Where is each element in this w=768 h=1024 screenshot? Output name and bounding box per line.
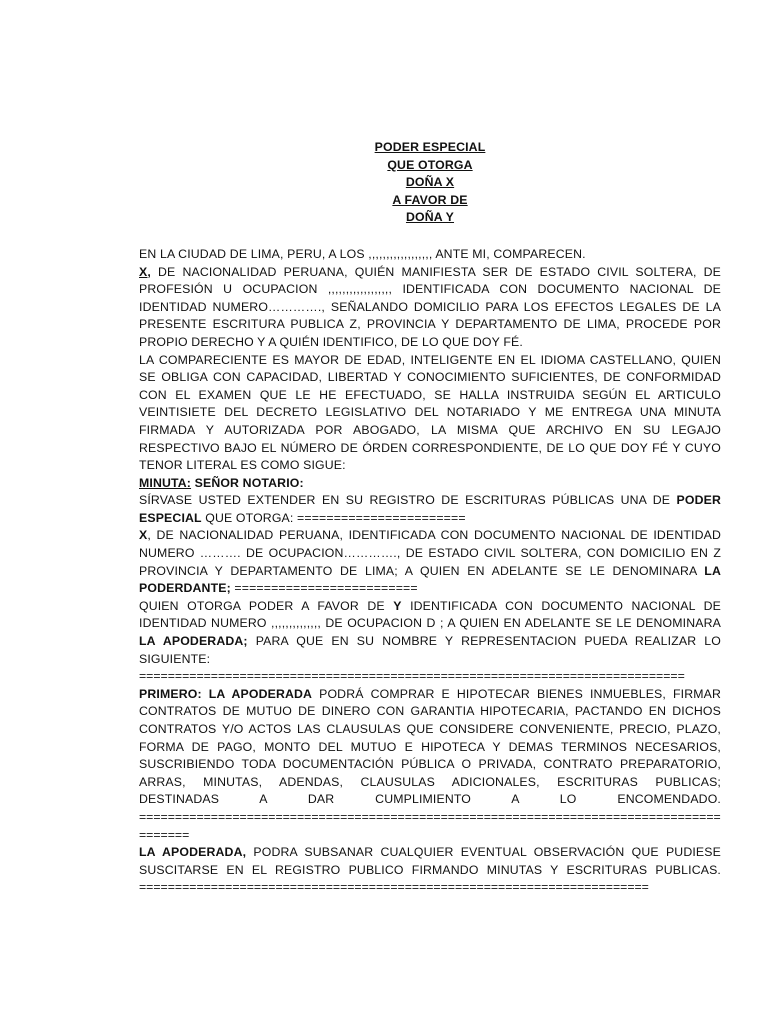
title-line-5: DOÑA Y — [405, 210, 455, 225]
paragraph-apoderada — [139, 598, 721, 668]
paragraph-primero — [139, 686, 721, 809]
separator-line: ============================================================================ — [139, 669, 685, 684]
bold-la-apoderada: LA APODERADA; — [139, 634, 248, 649]
paragraph-capacidad: LA COMPARECIENTE ES MAYOR DE EDAD, INTELIGENTE EN EL IDIOMA CASTELLANO, QUIEN SE OBLIGA CON CAPACIDAD, LIBERTAD Y CONOCIMIENTO SUFICIENTES, DE CONFORMIDAD CON EL EXAMEN QUE LE HE EFECTUADO, SE HALLA INSTRUIDA SEGÚN EL ARTICULO VEINTISIETE DEL DECRETO LEGISLATIVO DEL NOTARIADO Y ME ENTREGA UNA MINUTA FIRMADA Y AUTORIZADA POR ABOGADO, LA MISMA QUE ARCHIVO EN SU LEGAJO RESPECTIVO BAJO EL NÚMERO DE ÓRDEN CORRESPONDIENTE, DE LO QUE DOY FÉ Y CUYO TENOR LITERAL ES COMO SIGUE: — [139, 352, 721, 473]
party-name-x: X, — [139, 264, 151, 279]
paragraph-text: PODRÁ COMPRAR E HIPOTECAR BIENES INMUEBLES, FIRMAR CONTRATOS DE MUTUO DE DINERO CON GARANTIA HIPOTECARIA, PACTANDO EN DICHOS CONTRATOS Y/O ACTOS LAS CLAUSULAS QUE CONSIDERE CONVENIENTE, PRECIO, PLAZO, FORMA DE PAGO, MONTO DEL MUTUO E HIPOTECA Y DEMAS TERMINOS NECESARIOS, SUSCRIBIENDO TODA DOCUMENTACIÓN PÚBLICA O PRIVADA, CONTRATO PREPARATORIO, ARRAS, MINUTAS, ADENDAS, CLAUSULAS ADICIONALES, ESCRITURAS PUBLICAS; DESTINADAS A DAR CUMPLIMIENTO A LO ENCOMENDADO. — [139, 686, 722, 807]
separator-line: ======================================================================================== — [139, 809, 721, 842]
minuta-heading — [139, 475, 721, 493]
party-name-x: X — [139, 528, 148, 543]
paragraph-compareciente — [139, 264, 721, 352]
bold-poder-especial: PODER ESPECIAL — [139, 493, 721, 525]
paragraph-text: DE NACIONALIDAD PERUANA, QUIÉN MANIFIESTA SER DE ESTADO CIVIL SOLTERA, DE PROFESIÓN U OCUPACION ,,,,,,,,,,,,,,,,,, IDENTIFICADA CON DOCUMENTO NACIONAL DE IDENTIDAD NUMERO…………., SEÑALANDO DOMICILIO PARA LOS EFECTOS LEGALES DE LA PRESENTE ESCRITURA PUBLICA Z, PROVINCIA Y DEPARTAMENTO DE LIMA, PROCEDE POR PROPIO DERECHO Y A QUIÉN IDENTIFICO, DE LO QUE DOY FÉ. — [139, 264, 721, 349]
paragraph-text: SÍRVASE USTED EXTENDER EN SU REGISTRO DE ESCRITURAS PÚBLICAS UNA DE — [139, 493, 677, 508]
paragraph-text: PARA QUE EN SU NOMBRE Y REPRESENTACION PUEDA REALIZAR LO SIGUIENTE: — [139, 634, 721, 666]
minuta-text: SEÑOR NOTARIO: — [191, 475, 304, 490]
minuta-label: MINUTA: — [139, 475, 192, 490]
party-name-y: Y — [393, 598, 402, 613]
paragraph-text: PODRA SUBSANAR CUALQUIER EVENTUAL OBSERVACIÓN QUE PUDIESE SUSCITARSE EN EL REGISTRO PUBLICO FIRMANDO MINUTAS Y ESCRITURAS PUBLICAS. — [139, 845, 721, 877]
paragraph-intro: EN LA CIUDAD DE LIMA, PERU, A LOS ,,,,,,,,,,,,,,,,,, ANTE MI, COMPARECEN. — [139, 246, 586, 261]
paragraph-poderdante — [139, 527, 721, 597]
title-line-4: A FAVOR DE — [392, 192, 468, 207]
title-line-2: QUE OTORGA — [387, 157, 473, 172]
document-page — [139, 139, 721, 897]
paragraph-subsanar — [139, 844, 721, 879]
document-title — [139, 139, 721, 227]
bold-la-apoderada: LA APODERADA, — [139, 845, 247, 860]
paragraph-text: QUE OTORGA: ======================= — [201, 510, 466, 525]
paragraph-text: ========================= — [230, 581, 418, 596]
title-line-1: PODER ESPECIAL — [374, 140, 486, 154]
paragraph-text: , DE NACIONALIDAD PERUANA, IDENTIFICADA CON DOCUMENTO NACIONAL DE IDENTIDAD NUMERO ………. DE OCUPACION…………., DE ESTADO CIVIL SOLTERA, CON DOMICILIO EN Z PROVINCIA Y DEPARTAMENTO DE LIMA; A QUIEN EN ADELANTE SE LE DENOMINARA — [139, 528, 721, 578]
separator-line: ======================================================================= — [139, 880, 649, 895]
title-line-3: DOÑA X — [405, 175, 455, 190]
bold-la-poderdante: LA PODERDANTE; — [139, 563, 721, 596]
paragraph-text: IDENTIFICADA CON DOCUMENTO NACIONAL DE IDENTIDAD NUMERO ,,,,,,,,,,,,,, DE OCUPACION D ; A QUIEN EN ADELANTE SE LE DENOMINARA — [139, 598, 722, 631]
bold-primero: PRIMERO: LA APODERADA — [139, 686, 313, 701]
paragraph-text: QUIEN OTORGA PODER A FAVOR DE — [139, 598, 394, 613]
paragraph-sirvase — [139, 492, 721, 527]
